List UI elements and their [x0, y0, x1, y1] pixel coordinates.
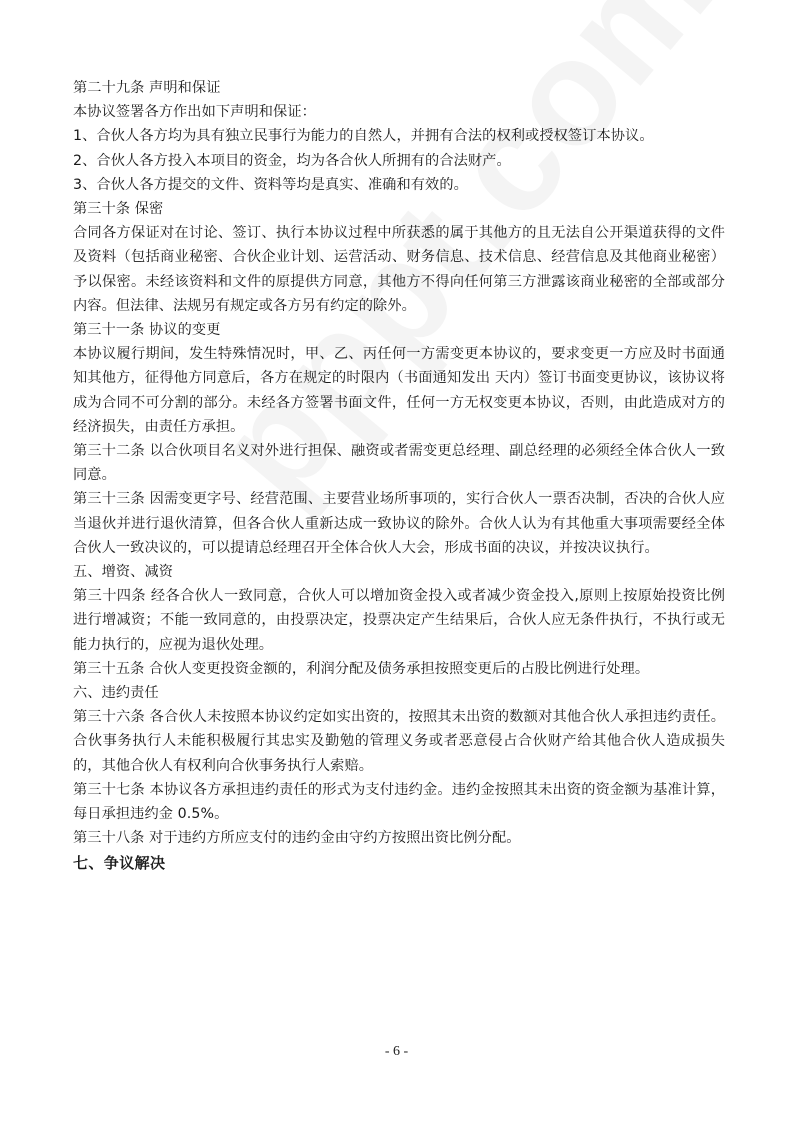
article-38: 第三十八条 对于违约方所应支付的违约金由守约方按照出资比例分配。: [73, 830, 521, 847]
section-6-heading: 六、违约责任: [73, 685, 159, 702]
article-33: 第三十三条 因需变更字号、经营范围、主要营业场所事项的，实行合伙人一票否决制，否决的合伙人应当退伙并进行退伙清算，但各合伙人重新达成一致协议的除外。合伙人认为有其他重大事项需要经全体合伙人一致决议的，可以提请总经理召开全体合伙人大会，形成书面的决议，并按决议执行。: [73, 491, 725, 556]
article-30-body: 合同各方保证对在讨论、签订、执行本协议过程中所获悉的属于其他方的且无法自公开渠道获得的文件及资料（包括商业秘密、合伙企业计划、运营活动、财务信息、技术信息、经营信息及其他商业秘密）予以保密。未经该资料和文件的原提供方同意，其他方不得向任何第三方泄露该商业秘密的全部或部分内容。但法律、法规另有规定或各方另有约定的除外。: [73, 225, 725, 314]
article-29-item-3: 3、合伙人各方提交的文件、资料等均是真实、准确和有效的。: [73, 176, 468, 193]
section-7-heading: 七、争议解决: [73, 853, 166, 872]
article-34: 第三十四条 经各合伙人一致同意，合伙人可以增加资金投入或者减少资金投入,原则上按原始投资比例进行增减资；不能一致同意的，由投票决定，投票决定产生结果后，合伙人应无条件执行，不执行或无能力执行的，应视为退伙处理。: [73, 588, 725, 653]
article-29-item-1: 1、合伙人各方均为具有独立民事行为能力的自然人，并拥有合法的权利或授权签订本协议。: [73, 128, 654, 145]
article-32: 第三十二条 以合伙项目名义对外进行担保、融资或者需变更总经理、副总经理的必须经全体合伙人一致同意。: [73, 443, 725, 484]
article-35: 第三十五条 合伙人变更投资金额的，利润分配及债务承担按照变更后的占股比例进行处理。: [73, 660, 650, 677]
article-31-heading: 第三十一条 协议的变更: [73, 322, 221, 339]
article-30-heading: 第三十条 保密: [73, 201, 164, 218]
document-body: [73, 76, 725, 875]
article-29-intro: 本协议签署各方作出如下声明和保证：: [73, 104, 316, 121]
section-5-heading: 五、增资、减资: [73, 564, 174, 581]
article-29-item-2: 2、合伙人各方投入本项目的资金，均为各合伙人所拥有的合法财产。: [73, 152, 511, 169]
page-number: - 6 -: [384, 1044, 409, 1059]
article-37: 第三十七条 本协议各方承担违约责任的形式为支付违约金。违约金按照其未出资的资金额为基准计算，每日承担违约金 0.5%。: [73, 781, 725, 823]
article-31-body: 本协议履行期间，发生特殊情况时，甲、乙、丙任何一方需变更本协议的，要求变更一方应及时书面通知其他方，征得他方同意后，各方在规定的时限内（书面通知发出 天内）签订书面变更协议，该协议将成为合同不可分割的部分。未经各方签署书面文件，任何一方无权变更本协议，否则，由此造成对方的经济损失，由责任方承担。: [73, 346, 725, 435]
article-29-heading: 第二十九条 声明和保证: [73, 80, 221, 96]
article-36: 第三十六条 各合伙人未按照本协议约定如实出资的，按照其未出资的数额对其他合伙人承担违约责任。合伙事务执行人未能积极履行其忠实及勤勉的管理义务或者恶意侵占合伙财产给其他合伙人造成损失的，其他合伙人有权利向合伙事务执行人索赔。: [73, 709, 725, 774]
